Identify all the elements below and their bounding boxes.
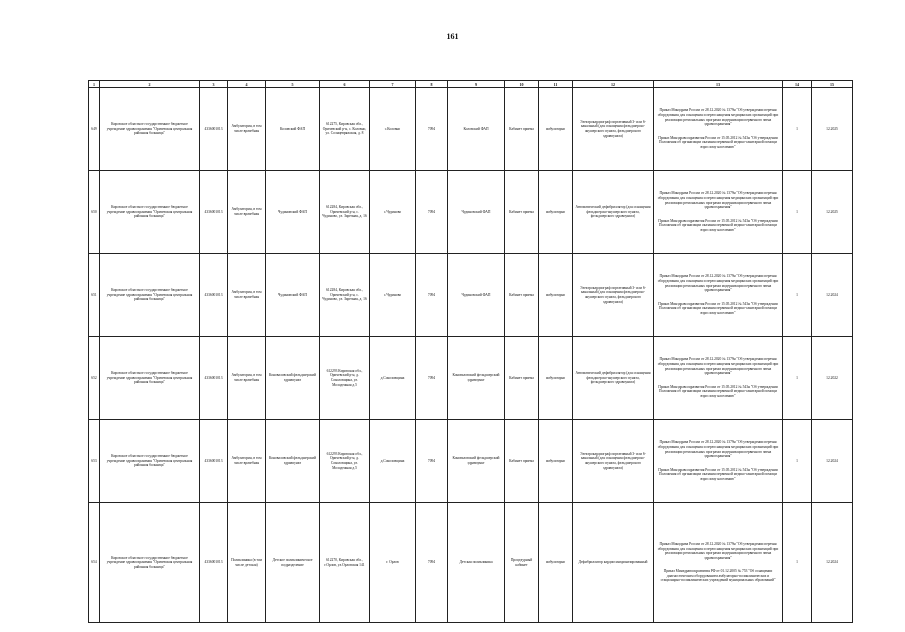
code-cell: 7094 [416, 254, 448, 337]
room-cell: Процедурный кабинет [505, 503, 539, 623]
legal-basis-cell [654, 337, 783, 420]
care-condition-cell: амбулаторно [539, 254, 573, 337]
inn-cell: 4336001013 [200, 88, 228, 171]
column-header: 2 [100, 81, 200, 88]
address-cell: 612275, Кировская обл., Оричевский р-н, с. Коловно, ул. Солнцевряжская, д. 8 [320, 88, 370, 171]
column-header: 4 [228, 81, 266, 88]
date-cell: 12.2024 [812, 254, 853, 337]
table-row [89, 254, 853, 337]
row-number-cell: 651 [89, 254, 100, 337]
organization-cell: Кировское областное государственное бюджетное учреждение здравоохранения "Оричевская центральная районная больница" [100, 503, 200, 623]
care-condition-cell: амбулаторно [539, 503, 573, 623]
column-header: 13 [654, 81, 783, 88]
locality-cell: г. Орлов [370, 503, 416, 623]
equipment-cell: Электрокардиограф портативный 3- или 6-канальный (для оснащения фельдшерско-акушерского пункта, фельдшерского здравпункта) [573, 254, 654, 337]
room-cell: Кабинет приема [505, 420, 539, 503]
column-header: 15 [812, 81, 853, 88]
unit-name-cell: Чудиновский ФАП [266, 171, 320, 254]
legal-basis-text: Приказ Минздравсоцразвития России от 15.05.2012 № 543н "Об утверждении Положения об организации оказания первичной медико-санитарной помощи взрослому населению" [658, 384, 778, 398]
code-cell: 7094 [416, 337, 448, 420]
column-header: 12 [573, 81, 654, 88]
care-condition-cell: амбулаторно [539, 420, 573, 503]
column-header: 9 [448, 81, 505, 88]
room-cell: Кабинет приема [505, 337, 539, 420]
room-cell: Кабинет приема [505, 171, 539, 254]
legal-basis-cell [654, 503, 783, 623]
table-row [89, 337, 853, 420]
inn-cell: 4336001013 [200, 254, 228, 337]
date-cell: 12.2022 [812, 337, 853, 420]
unit-name-cell: Детское поликлиническое подразделение [266, 503, 320, 623]
unit-name-cell: Коноваловский фельдшерский здравпункт [266, 420, 320, 503]
column-header: 6 [320, 81, 370, 88]
organization-cell: Кировское областное государственное бюджетное учреждение здравоохранения "Оричевская центральная районная больница" [100, 88, 200, 171]
unit-name-cell: Коноваловский фельдшерский здравпункт [266, 337, 320, 420]
inn-cell: 4336001013 [200, 171, 228, 254]
locality-cell: с.Чудиново [370, 254, 416, 337]
legal-basis-text: Приказ Минздрава России от 28.12.2020 № 1379н "Об утверждении перечня оборудования для оснащения и переоснащения медицинских организаций при реализации региональных программ модернизации первичного звена здравоохранения" [657, 108, 779, 127]
quantity-cell: 1 [783, 88, 812, 171]
subdivision-cell: Коловский ФАП [448, 88, 505, 171]
subdivision-cell: Коноваловский фельдшерский здравпункт [448, 420, 505, 503]
legal-basis-text: Приказ Минздравсоцразвития РФ от 01.12.2005 № 753 "Об оснащении диагностическим оборудованием амбулаторно-поликлинических и стационарно-поликлинических учреждений муниципальных образований" [660, 569, 776, 583]
subdivision-cell: Коноваловский фельдшерский здравпункт [448, 337, 505, 420]
code-cell: 7094 [416, 420, 448, 503]
legal-basis-text: Приказ Минздравсоцразвития России от 15.05.2012 № 543н "Об утверждении Положения об организации оказания первичной медико-санитарной помощи взрослому населению" [658, 218, 778, 232]
care-condition-cell: амбулаторно [539, 171, 573, 254]
equipment-cell: Электрокардиограф портативный 3- или 6-канальный (для оснащения фельдшерско-акушерского пункта, фельдшерского здравпункта) [573, 420, 654, 503]
subdivision-cell: Чудиновский ФАП [448, 171, 505, 254]
column-header: 7 [370, 81, 416, 88]
locality-cell: д.Соколовщина [370, 420, 416, 503]
legal-basis-cell [654, 420, 783, 503]
date-cell: 12.2025 [812, 171, 853, 254]
legal-basis-cell [654, 254, 783, 337]
date-cell: 12.2024 [812, 503, 853, 623]
inn-cell: 4336001013 [200, 503, 228, 623]
organization-cell: Кировское областное государственное бюджетное учреждение здравоохранения "Оричевская центральная районная больница" [100, 254, 200, 337]
locality-cell: с.Коловно [370, 88, 416, 171]
row-number-cell: 653 [89, 420, 100, 503]
legal-basis-text: Приказ Минздрава России от 28.12.2020 № 1379н "Об утверждении перечня оборудования для оснащения и переоснащения медицинских организаций при реализации региональных программ модернизации первичного звена здравоохранения" [657, 541, 779, 560]
subdivision-cell: Чудиновский ФАП [448, 254, 505, 337]
organization-cell: Кировское областное государственное бюджетное учреждение здравоохранения "Оричевская центральная районная больница" [100, 171, 200, 254]
unit-type-cell: Амбулатория, в том числе врачебная [228, 254, 266, 337]
date-cell: 12.2025 [812, 88, 853, 171]
column-header: 14 [783, 81, 812, 88]
equipment-cell: Дефибриллятор кардиосинхронизированный [573, 503, 654, 623]
unit-type-cell: Амбулатория, в том числе врачебная [228, 337, 266, 420]
legal-basis-text: Приказ Минздрава России от 28.12.2020 № 1379н "Об утверждении перечня оборудования для оснащения и переоснащения медицинских организаций при реализации региональных программ модернизации первичного звена здравоохранения" [657, 440, 779, 459]
equipment-cell: Автоматический дефибриллятор (для оснащения фельдшерско-акушерского пункта, фельдшерского здравпункта) [573, 337, 654, 420]
inn-cell: 4336001013 [200, 420, 228, 503]
room-cell: Кабинет приема [505, 88, 539, 171]
room-cell: Кабинет приема [505, 254, 539, 337]
subdivision-cell: Детская поликлиника [448, 503, 505, 623]
address-cell: 612270, Кировская обл., г.Орлов, ул.Орловская 141 [320, 503, 370, 623]
unit-type-cell: Поликлиника (в том числе детская) [228, 503, 266, 623]
legal-basis-text: Приказ Минздравсоцразвития России от 15.05.2012 № 543н "Об утверждении Положения об организации оказания первичной медико-санитарной помощи взрослому населению" [658, 135, 778, 149]
legal-basis-text: Приказ Минздрава России от 28.12.2020 № 1379н "Об утверждении перечня оборудования для оснащения и переоснащения медицинских организаций при реализации региональных программ модернизации первичного звена здравоохранения" [657, 191, 779, 210]
date-cell: 12.2024 [812, 420, 853, 503]
table-row [89, 420, 853, 503]
equipment-table [88, 80, 853, 623]
row-number-cell: 654 [89, 503, 100, 623]
unit-name-cell: Чудиновский ФАП [266, 254, 320, 337]
unit-type-cell: Амбулатория, в том числе врачебная [228, 171, 266, 254]
unit-name-cell: Коловский ФАП [266, 88, 320, 171]
column-header: 11 [539, 81, 573, 88]
equipment-cell: Электрокардиограф портативный 3- или 6-канальный (для оснащения фельдшерско-акушерского пункта, фельдшерского здравпункта) [573, 88, 654, 171]
quantity-cell: 1 [783, 171, 812, 254]
quantity-cell: 1 [783, 420, 812, 503]
table-row [89, 171, 853, 254]
quantity-cell: 1 [783, 254, 812, 337]
quantity-cell: 1 [783, 337, 812, 420]
column-header: 3 [200, 81, 228, 88]
page-number: 161 [446, 32, 459, 41]
row-number-cell: 650 [89, 171, 100, 254]
address-cell: 612284, Кировская обл., Оричевский р-н, с. Чудиново, ул. Заречная, д. 16 [320, 171, 370, 254]
legal-basis-text: Приказ Минздравсоцразвития России от 15.05.2012 № 543н "Об утверждении Положения об организации оказания первичной медико-санитарной помощи взрослому населению" [658, 467, 778, 481]
row-number-cell: 652 [89, 337, 100, 420]
organization-cell: Кировское областное государственное бюджетное учреждение здравоохранения "Оричевская центральная районная больница" [100, 420, 200, 503]
column-header: 5 [266, 81, 320, 88]
legal-basis-cell [654, 88, 783, 171]
code-cell: 7094 [416, 171, 448, 254]
address-cell: 612293 Кировская обл., Оричевский р-н, д. Соколовщина, ул. Молодежная д.5 [320, 337, 370, 420]
address-cell: 612284, Кировская обл., Оричевский р-н, с. Чудиново, ул. Заречная, д. 16 [320, 254, 370, 337]
column-header: 1 [89, 81, 100, 88]
legal-basis-cell [654, 171, 783, 254]
address-cell: 612293 Кировская обл., Оричевский р-н, д. Соколовщина, ул. Молодежная д.5 [320, 420, 370, 503]
column-header: 10 [505, 81, 539, 88]
inn-cell: 4336001013 [200, 337, 228, 420]
equipment-cell: Автоматический дефибриллятор (для оснащения фельдшерско-акушерского пункта, фельдшерского здравпункта) [573, 171, 654, 254]
unit-type-cell: Амбулатория, в том числе врачебная [228, 420, 266, 503]
table-row [89, 503, 853, 623]
row-number-cell: 649 [89, 88, 100, 171]
header-row [89, 81, 853, 88]
locality-cell: с.Чудиново [370, 171, 416, 254]
legal-basis-text: Приказ Минздрава России от 28.12.2020 № 1379н "Об утверждении перечня оборудования для оснащения и переоснащения медицинских организаций при реализации региональных программ модернизации первичного звена здравоохранения" [657, 357, 779, 376]
care-condition-cell: амбулаторно [539, 337, 573, 420]
column-header: 8 [416, 81, 448, 88]
code-cell: 7094 [416, 88, 448, 171]
locality-cell: д.Соколовщина [370, 337, 416, 420]
organization-cell: Кировское областное государственное бюджетное учреждение здравоохранения "Оричевская центральная районная больница" [100, 337, 200, 420]
legal-basis-text: Приказ Минздравсоцразвития России от 15.05.2012 № 543н "Об утверждении Положения об организации оказания первичной медико-санитарной помощи взрослому населению" [658, 301, 778, 315]
code-cell: 7094 [416, 503, 448, 623]
quantity-cell: 1 [783, 503, 812, 623]
care-condition-cell: амбулаторно [539, 88, 573, 171]
unit-type-cell: Амбулатория, в том числе врачебная [228, 88, 266, 171]
table-row [89, 88, 853, 171]
legal-basis-text: Приказ Минздрава России от 28.12.2020 № 1379н "Об утверждении перечня оборудования для оснащения и переоснащения медицинских организаций при реализации региональных программ модернизации первичного звена здравоохранения" [657, 274, 779, 293]
